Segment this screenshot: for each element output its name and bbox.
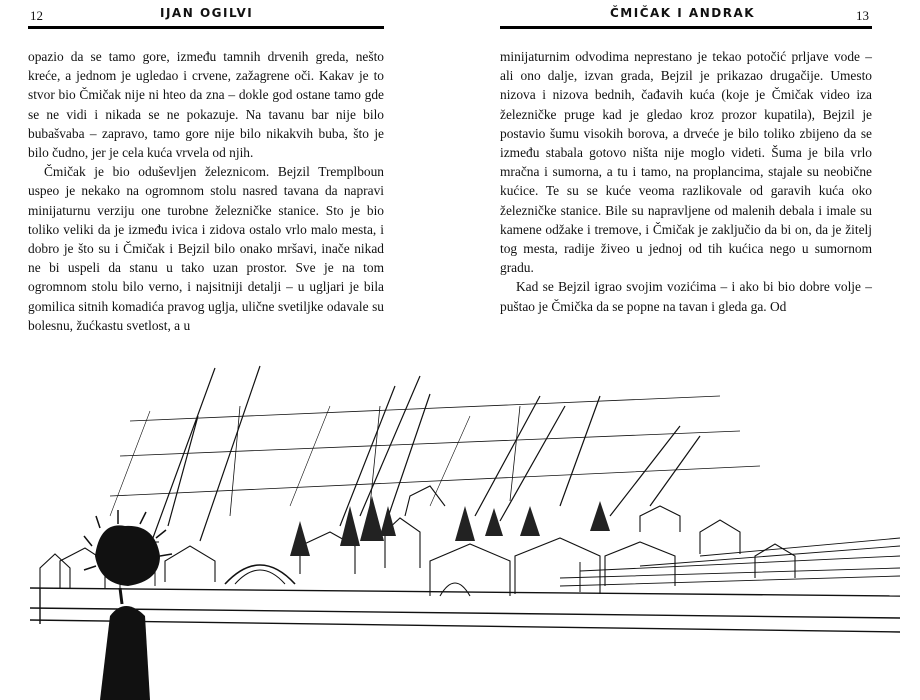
railway-tracks <box>560 538 900 586</box>
table-edge <box>30 588 900 632</box>
paragraph: Čmičak je bio oduševljen železnicom. Bejzil Tremplboun uspeo je nekako na ogromnom stolu nasred tavana da napravi minijaturnu verziju one turobne železničke stanice. Sto je bio toliko veliki da je između ivica i zidova ostalo vrlo malo mesta, i dobro je što su i Čmičak i Bejzil bilo onako mršavi, inače nikad ne bi uspeli da stanu u tako uzan prostor. Sve je na tom ogromnom stolu bilo verno, i najsitniji detalji – u ugljari je bila gomilica sitnih komadića pravog uglja, ulične svetiljke odavale su bolesnu, žućkastu svetlost, a u <box>28 164 384 333</box>
pine-forest <box>290 496 610 556</box>
running-head: IJAN OGILVI <box>160 6 254 20</box>
attic-railway-illustration <box>0 356 920 700</box>
tunnel <box>225 565 295 584</box>
header-rule <box>500 26 872 29</box>
cmicak-character <box>84 510 172 700</box>
paragraph: opazio da se tamo gore, između tamnih drvenih greda, nešto kreće, a jednom je ugledao i crvene, zažagrene oči. Kakav je to stvor bio Čmičak nije ni hteo da zna – dokle god ostane tamo gde se ne vidi i nikada se ne pokazuje. Na tavanu bar nije bilo bubašvaba – zapravo, tamo gore nije bilo nikakvih buba, što je bilo čudno, jer je cela kuća vrvela od njih. <box>28 49 384 161</box>
attic-rafters <box>110 396 760 516</box>
body-text <box>28 47 384 335</box>
light-beams <box>110 366 700 546</box>
paragraph: Kad se Bejzil igrao svojim vozićima – i ako bi bio dobre volje – puštao je Čmička da se popne na tavan i gleda ga. Od <box>500 279 872 314</box>
paragraph: minijaturnim odvodima neprestano je tekao potočić prljave vode – ali ono dalje, izvan grada, Bejzil je prikazao drugačije. Umesto nizova i nizova bednih, čađavih kuća (koje je Čmičak video iza železničke pruge kad je gledao kroz prozor kupatila), Bejzil je postavio šumu visokih borova, a drveće je bilo toliko zbijeno da se između stabala gotovo ništa nije moglo videti. Šuma je bila vrlo mračna i sumorna, a tu i tamo, na proplancima, stajale su neobične kućice. Te su se kuće veoma razlikovale od garavih kuća oko železničke stanice. Bile su napravljene od malenih debala i imale su kamene odžake i tremove, i Čmičak je zaključio da bi on, da je žitelj tog mesta, radije živeo u jednoj od tih kućica nego u sumornom gradu. <box>500 49 872 276</box>
page-number: 12 <box>30 8 43 23</box>
page-number: 13 <box>856 8 869 23</box>
header-rule <box>28 26 384 29</box>
body-text <box>500 47 872 316</box>
running-head: ČMIČAK I ANDRAK <box>610 6 756 20</box>
